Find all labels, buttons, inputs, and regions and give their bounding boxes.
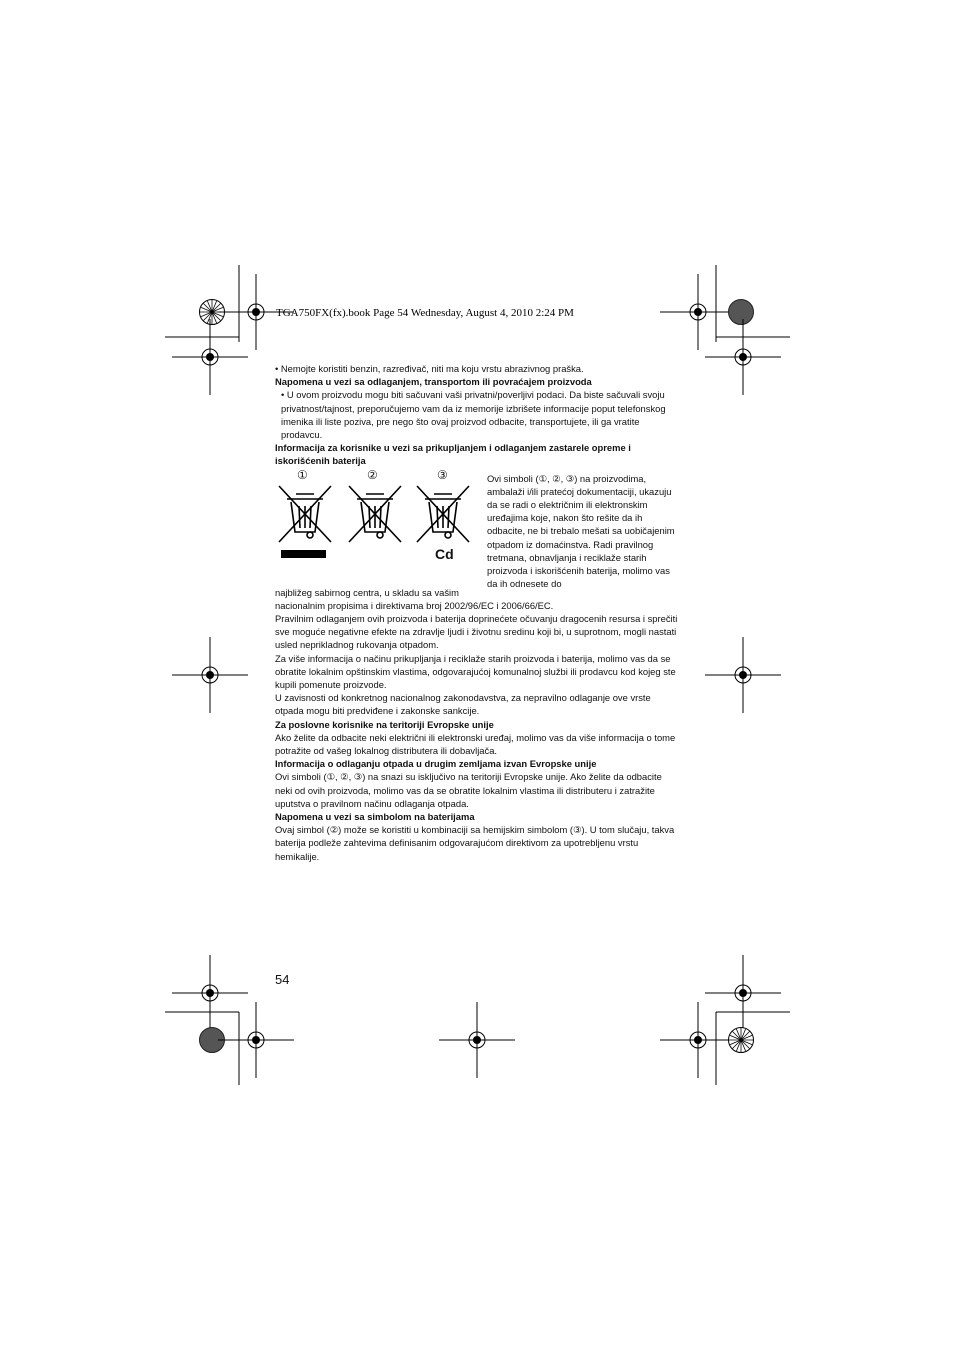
symbols-text: Ovi simboli (①, ②, ③) na proizvodima, ambalaži i/ili pratećoj dokumentaciji, ukazuju da se radi o električnim ili elektronskim uređajima koje, nakon što rešite da ih odbacite, ne bi trebalo mešati sa uobičajenim otpadom iz domaćinstva. Radi pravilnog tretmana, obnavljanja i reciklaže starih proizvoda i iskorišćenih baterija, molimo vas da ih odnesete do [487,472,675,590]
para-outside-eu: Ovi simboli (①, ②, ③) na snazi su isključivo na teritoriji Evropske unije. Ako želite da odbacite neki od ovih proizvoda, molimo vas da se obratite lokalnim vlastima ili distributeru i zatražite uputstva o pravilnom načinu odlaganja otpada. [275,771,662,809]
heading-collection: Informacija za korisnike u vezi sa prikupljanjem i odlaganjem zastarele opreme i iskorišćenih baterija [275,442,631,467]
para-penalties: U zavisnosti od konkretnog nacionalnog zakonodavstva, za nepravilno odlaganje ove vrste otpada mogu biti predviđene i zakonske sankcije. [275,692,651,717]
symbol-label-1: ① [297,467,308,482]
heading-outside-eu: Informacija o odlaganju otpada u drugim zemljama izvan Evropske unije [275,758,597,770]
heading-business-users: Za poslovne korisnike na teritoriji Evropske unije [275,718,494,730]
para-more-info: Za više informacija o načinu prikupljanja i reciklaže starih proizvoda i baterija, molimo vas da se obratite lokalnim opštinskim vlastima, odgovarajućoj komunalnoj službi ili prodavcu kod kojeg ste kupili pomenute proizvode. [275,652,676,691]
symbol-label-3: ③ [437,467,448,482]
symbol-label-2: ② [367,467,378,482]
para-collection-centre: najbližeg sabirnog centra, u skladu sa vašim nacionalnim propisima i direktivama broj 2002/96/EC i 2006/66/EC. [275,586,554,611]
document-body [275,362,679,863]
solid-bar [281,550,326,558]
bullet-abrasive: • Nemojte koristiti benzin, razređivač, niti ma koju vrstu abrazivnog praška. [275,363,584,374]
crossed-bin-icon-2 [347,484,403,546]
heading-battery-symbol: Napomena u vezi sa simbolom na baterijama [275,811,475,823]
para-proper-disposal: Pravilnim odlaganjem ovih proizvoda i baterija doprinećete očuvanju dragocenih resursa i sprečiti sve moguće negativne efekte na zdravlje ljudi i životnu sredinu koji bi, u suprotnom, mogli nastati usled neprikladnog rukovanja otpadom. [275,613,678,651]
weee-symbols [275,468,679,586]
page-number: 54 [275,972,290,987]
book-header: TGA750FX(fx).book Page 54 Wednesday, August 4, 2010 2:24 PM [276,307,574,319]
heading-disposal: Napomena u vezi sa odlaganjem, transportom ili povraćajem proizvoda [275,376,592,388]
crossed-bin-icon-1 [277,484,333,546]
bullet-privacy: • U ovom proizvodu mogu biti sačuvani vaši privatni/poverljivi podaci. Da biste sačuvali svoju privatnost/tajnost, preporučujemo vam da iz memorije izbrišete informacije poput telefonskog imenika ili liste poziva, pre nego što ovaj proizvod odbacite, transportujete, ili ga vratite prodavcu. [281,389,666,441]
para-business-users: Ako želite da odbacite neki električni ili elektronski uređaj, molimo vas da više informacija o tome potražite od vašeg lokalnog distributera ili dobavljača. [275,731,676,757]
crossed-bin-icon-3 [415,484,471,546]
cd-chemical-label: Cd [435,545,454,562]
para-battery-symbol: Ovaj simbol (②) može se koristiti u kombinaciji sa hemijskim simbolom (③). U tom slučaju, takva baterija podleže zahtevima definisanim odgovarajućom direktivom za upotrebljenu vrstu hemikalije. [275,824,675,862]
